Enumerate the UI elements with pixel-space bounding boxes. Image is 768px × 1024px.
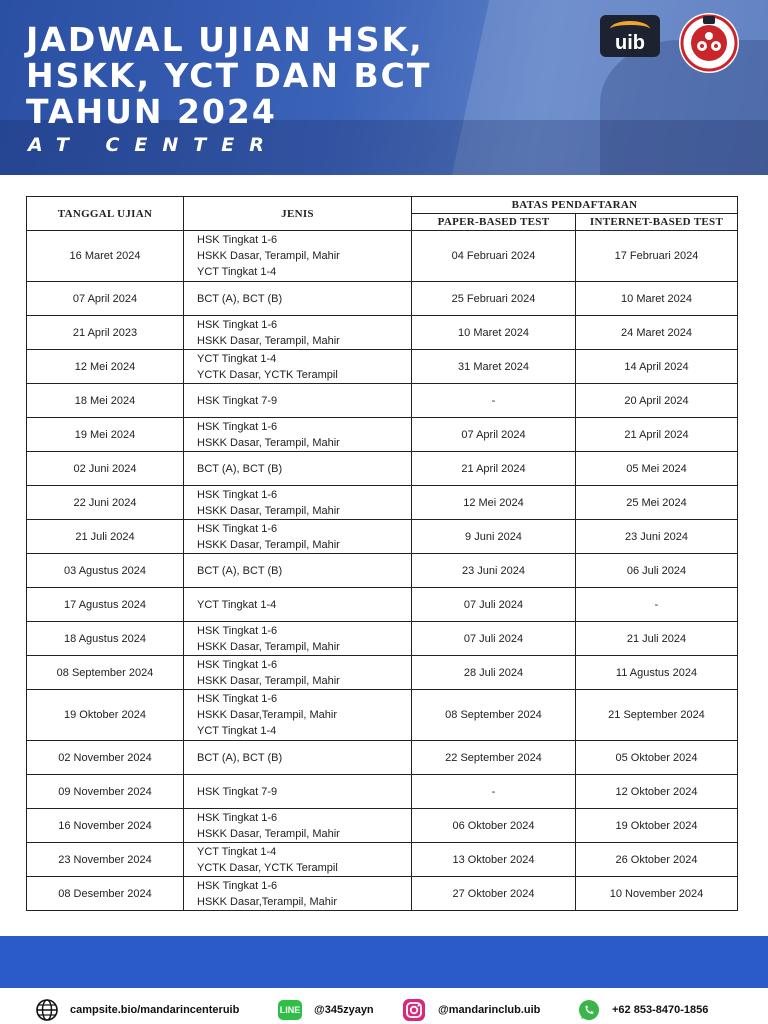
cell-paper-deadline: 07 April 2024 xyxy=(412,418,576,452)
globe-icon xyxy=(36,999,58,1021)
cell-internet-deadline: 05 Oktober 2024 xyxy=(576,741,738,775)
table-row xyxy=(27,486,738,520)
cell-exam-type xyxy=(184,656,412,690)
exam-type-line: YCT Tingkat 1-4 xyxy=(197,352,277,365)
title-line-3: TAHUN 2024 xyxy=(26,92,277,131)
table-row xyxy=(27,452,738,486)
cell-paper-deadline: 25 Februari 2024 xyxy=(412,282,576,316)
cell-exam-date: 23 November 2024 xyxy=(27,843,184,877)
exam-type-line: HSKK Dasar, Terampil, Mahir xyxy=(197,334,340,347)
uib-logo xyxy=(600,15,660,57)
cell-internet-deadline: 21 Juli 2024 xyxy=(576,622,738,656)
cell-exam-type xyxy=(184,843,412,877)
cell-exam-type xyxy=(184,520,412,554)
cell-exam-type xyxy=(184,554,412,588)
exam-type-line: HSK Tingkat 1-6 xyxy=(197,234,278,246)
cell-internet-deadline: 20 April 2024 xyxy=(576,384,738,418)
table-row xyxy=(27,741,738,775)
header-deadline: BATAS PENDAFTARAN xyxy=(412,197,738,214)
cell-internet-deadline: 24 Maret 2024 xyxy=(576,316,738,350)
cell-paper-deadline: 10 Maret 2024 xyxy=(412,316,576,350)
exam-type-line: HSKK Dasar, Terampil, Mahir xyxy=(197,674,340,687)
exam-type-line: HSKK Dasar, Terampil, Mahir xyxy=(197,250,340,262)
header-paper-based: PAPER-BASED TEST xyxy=(412,214,576,231)
cell-internet-deadline: 26 Oktober 2024 xyxy=(576,843,738,877)
cell-exam-type xyxy=(184,622,412,656)
page-subtitle: AT CENTER xyxy=(28,134,279,156)
cell-exam-type xyxy=(184,775,412,809)
line-id-text: @345zyayn xyxy=(314,1004,374,1016)
exam-type-line: HSK Tingkat 1-6 xyxy=(197,811,278,824)
exam-type-line: BCT (A), BCT (B) xyxy=(197,462,283,475)
cell-paper-deadline: 13 Oktober 2024 xyxy=(412,843,576,877)
exam-type-line: YCT Tingkat 1-4 xyxy=(197,845,277,858)
cell-paper-deadline: - xyxy=(412,384,576,418)
cell-internet-deadline: 11 Agustus 2024 xyxy=(576,656,738,690)
cell-exam-date: 16 November 2024 xyxy=(27,809,184,843)
exam-type-line: HSKK Dasar, Terampil, Mahir xyxy=(197,640,340,653)
exam-type-line: YCT Tingkat 1-4 xyxy=(197,725,277,737)
table-row xyxy=(27,809,738,843)
cell-exam-type xyxy=(184,486,412,520)
table-row xyxy=(27,520,738,554)
exam-type-line: YCTK Dasar, YCTK Terampil xyxy=(197,368,338,381)
table-row xyxy=(27,231,738,282)
instagram-icon xyxy=(402,999,426,1021)
exam-type-line: HSK Tingkat 1-6 xyxy=(197,522,278,535)
contact-whatsapp[interactable] xyxy=(578,1000,708,1020)
header-banner xyxy=(0,0,768,175)
cell-exam-type xyxy=(184,418,412,452)
cell-exam-date: 19 Oktober 2024 xyxy=(27,690,184,741)
exam-type-line: HSK Tingkat 7-9 xyxy=(197,394,278,407)
header-type: JENIS xyxy=(184,197,412,231)
exam-type-line: BCT (A), BCT (B) xyxy=(197,751,283,764)
exam-schedule-table xyxy=(26,196,738,911)
cell-exam-date: 07 April 2024 xyxy=(27,282,184,316)
cell-internet-deadline: 14 April 2024 xyxy=(576,350,738,384)
footer-band xyxy=(0,936,768,988)
cell-exam-date: 18 Mei 2024 xyxy=(27,384,184,418)
cell-exam-type xyxy=(184,231,412,282)
table-row xyxy=(27,316,738,350)
cell-internet-deadline: 21 April 2024 xyxy=(576,418,738,452)
page-title xyxy=(26,22,431,130)
cell-exam-date: 18 Agustus 2024 xyxy=(27,622,184,656)
line-icon: LINE xyxy=(278,1000,302,1020)
mandarin-center-seal-logo xyxy=(678,12,740,74)
cell-exam-date: 09 November 2024 xyxy=(27,775,184,809)
cell-exam-date: 17 Agustus 2024 xyxy=(27,588,184,622)
contact-website[interactable] xyxy=(36,1000,239,1020)
exam-type-line: BCT (A), BCT (B) xyxy=(197,292,283,305)
exam-type-line: HSKK Dasar, Terampil, Mahir xyxy=(197,436,340,449)
cell-paper-deadline: 31 Maret 2024 xyxy=(412,350,576,384)
cell-exam-type xyxy=(184,877,412,911)
table-row xyxy=(27,350,738,384)
table-row xyxy=(27,588,738,622)
cell-internet-deadline: 06 Juli 2024 xyxy=(576,554,738,588)
exam-type-line: YCT Tingkat 1-4 xyxy=(197,266,277,278)
cell-exam-type xyxy=(184,809,412,843)
exam-type-line: HSKK Dasar, Terampil, Mahir xyxy=(197,504,340,517)
exam-type-line: YCT Tingkat 1-4 xyxy=(197,598,277,611)
cell-exam-type xyxy=(184,282,412,316)
exam-type-line: HSK Tingkat 1-6 xyxy=(197,879,278,892)
table-row xyxy=(27,418,738,452)
exam-type-line: HSK Tingkat 7-9 xyxy=(197,785,278,798)
exam-type-line: HSK Tingkat 1-6 xyxy=(197,420,278,433)
cell-exam-date: 22 Juni 2024 xyxy=(27,486,184,520)
cell-exam-date: 16 Maret 2024 xyxy=(27,231,184,282)
cell-paper-deadline: 06 Oktober 2024 xyxy=(412,809,576,843)
cell-exam-type xyxy=(184,384,412,418)
title-line-1: JADWAL UJIAN HSK, xyxy=(26,20,424,59)
exam-type-line: HSKK Dasar, Terampil, Mahir xyxy=(197,827,340,840)
cell-internet-deadline: 17 Februari 2024 xyxy=(576,231,738,282)
website-text: campsite.bio/mandarincenteruib xyxy=(70,1004,240,1016)
cell-exam-date: 21 April 2023 xyxy=(27,316,184,350)
cell-exam-date: 21 Juli 2024 xyxy=(27,520,184,554)
table-row xyxy=(27,656,738,690)
cell-exam-type xyxy=(184,588,412,622)
cell-exam-type xyxy=(184,741,412,775)
contact-bar xyxy=(0,988,768,1024)
cell-internet-deadline: 19 Oktober 2024 xyxy=(576,809,738,843)
cell-paper-deadline: 12 Mei 2024 xyxy=(412,486,576,520)
cell-paper-deadline: - xyxy=(412,775,576,809)
table-row xyxy=(27,622,738,656)
contact-line[interactable] xyxy=(278,1000,374,1020)
cell-exam-date: 12 Mei 2024 xyxy=(27,350,184,384)
exam-type-line: HSKK Dasar,Terampil, Mahir xyxy=(197,709,337,721)
table-row xyxy=(27,775,738,809)
cell-exam-date: 02 Juni 2024 xyxy=(27,452,184,486)
cell-paper-deadline: 21 April 2024 xyxy=(412,452,576,486)
header-internet-based: INTERNET-BASED TEST xyxy=(576,214,738,231)
uib-logo-text: uib xyxy=(615,32,645,54)
exam-type-line: HSK Tingkat 1-6 xyxy=(197,624,278,637)
cell-exam-type xyxy=(184,316,412,350)
cell-exam-date: 02 November 2024 xyxy=(27,741,184,775)
whatsapp-icon xyxy=(578,999,600,1021)
table-row xyxy=(27,384,738,418)
cell-paper-deadline: 9 Juni 2024 xyxy=(412,520,576,554)
table-row xyxy=(27,843,738,877)
exam-type-line: HSK Tingkat 1-6 xyxy=(197,693,278,705)
cell-internet-deadline: 12 Oktober 2024 xyxy=(576,775,738,809)
cell-internet-deadline: 10 November 2024 xyxy=(576,877,738,911)
exam-type-line: YCTK Dasar, YCTK Terampil xyxy=(197,861,338,874)
instagram-text: @mandarinclub.uib xyxy=(438,1004,541,1016)
exam-type-line: BCT (A), BCT (B) xyxy=(197,564,283,577)
cell-internet-deadline: 25 Mei 2024 xyxy=(576,486,738,520)
cell-internet-deadline: 23 Juni 2024 xyxy=(576,520,738,554)
cell-exam-date: 03 Agustus 2024 xyxy=(27,554,184,588)
cell-paper-deadline: 27 Oktober 2024 xyxy=(412,877,576,911)
cell-paper-deadline: 07 Juli 2024 xyxy=(412,622,576,656)
cell-exam-type xyxy=(184,690,412,741)
cell-internet-deadline: - xyxy=(576,588,738,622)
exam-type-line: HSK Tingkat 1-6 xyxy=(197,318,278,331)
cell-internet-deadline: 10 Maret 2024 xyxy=(576,282,738,316)
header-date: TANGGAL UJIAN xyxy=(27,197,184,231)
table-row xyxy=(27,690,738,741)
exam-type-line: HSK Tingkat 1-6 xyxy=(197,658,278,671)
table-row xyxy=(27,282,738,316)
cell-paper-deadline: 04 Februari 2024 xyxy=(412,231,576,282)
cell-exam-date: 08 September 2024 xyxy=(27,656,184,690)
contact-instagram[interactable] xyxy=(402,1000,540,1020)
cell-paper-deadline: 28 Juli 2024 xyxy=(412,656,576,690)
cell-paper-deadline: 07 Juli 2024 xyxy=(412,588,576,622)
title-line-2: HSKK, YCT DAN BCT xyxy=(26,56,432,95)
whatsapp-text: +62 853-8470-1856 xyxy=(612,1004,709,1016)
cell-internet-deadline: 21 September 2024 xyxy=(576,690,738,741)
exam-type-line: HSKK Dasar, Terampil, Mahir xyxy=(197,538,340,551)
cell-exam-type xyxy=(184,452,412,486)
exam-type-line: HSK Tingkat 1-6 xyxy=(197,488,278,501)
cell-internet-deadline: 05 Mei 2024 xyxy=(576,452,738,486)
table-row xyxy=(27,554,738,588)
exam-type-line: HSKK Dasar,Terampil, Mahir xyxy=(197,895,337,908)
schedule-body xyxy=(27,231,738,911)
table-row xyxy=(27,877,738,911)
cell-exam-date: 19 Mei 2024 xyxy=(27,418,184,452)
cell-exam-type xyxy=(184,350,412,384)
cell-exam-date: 08 Desember 2024 xyxy=(27,877,184,911)
cell-paper-deadline: 22 September 2024 xyxy=(412,741,576,775)
cell-paper-deadline: 23 Juni 2024 xyxy=(412,554,576,588)
cell-paper-deadline: 08 September 2024 xyxy=(412,690,576,741)
